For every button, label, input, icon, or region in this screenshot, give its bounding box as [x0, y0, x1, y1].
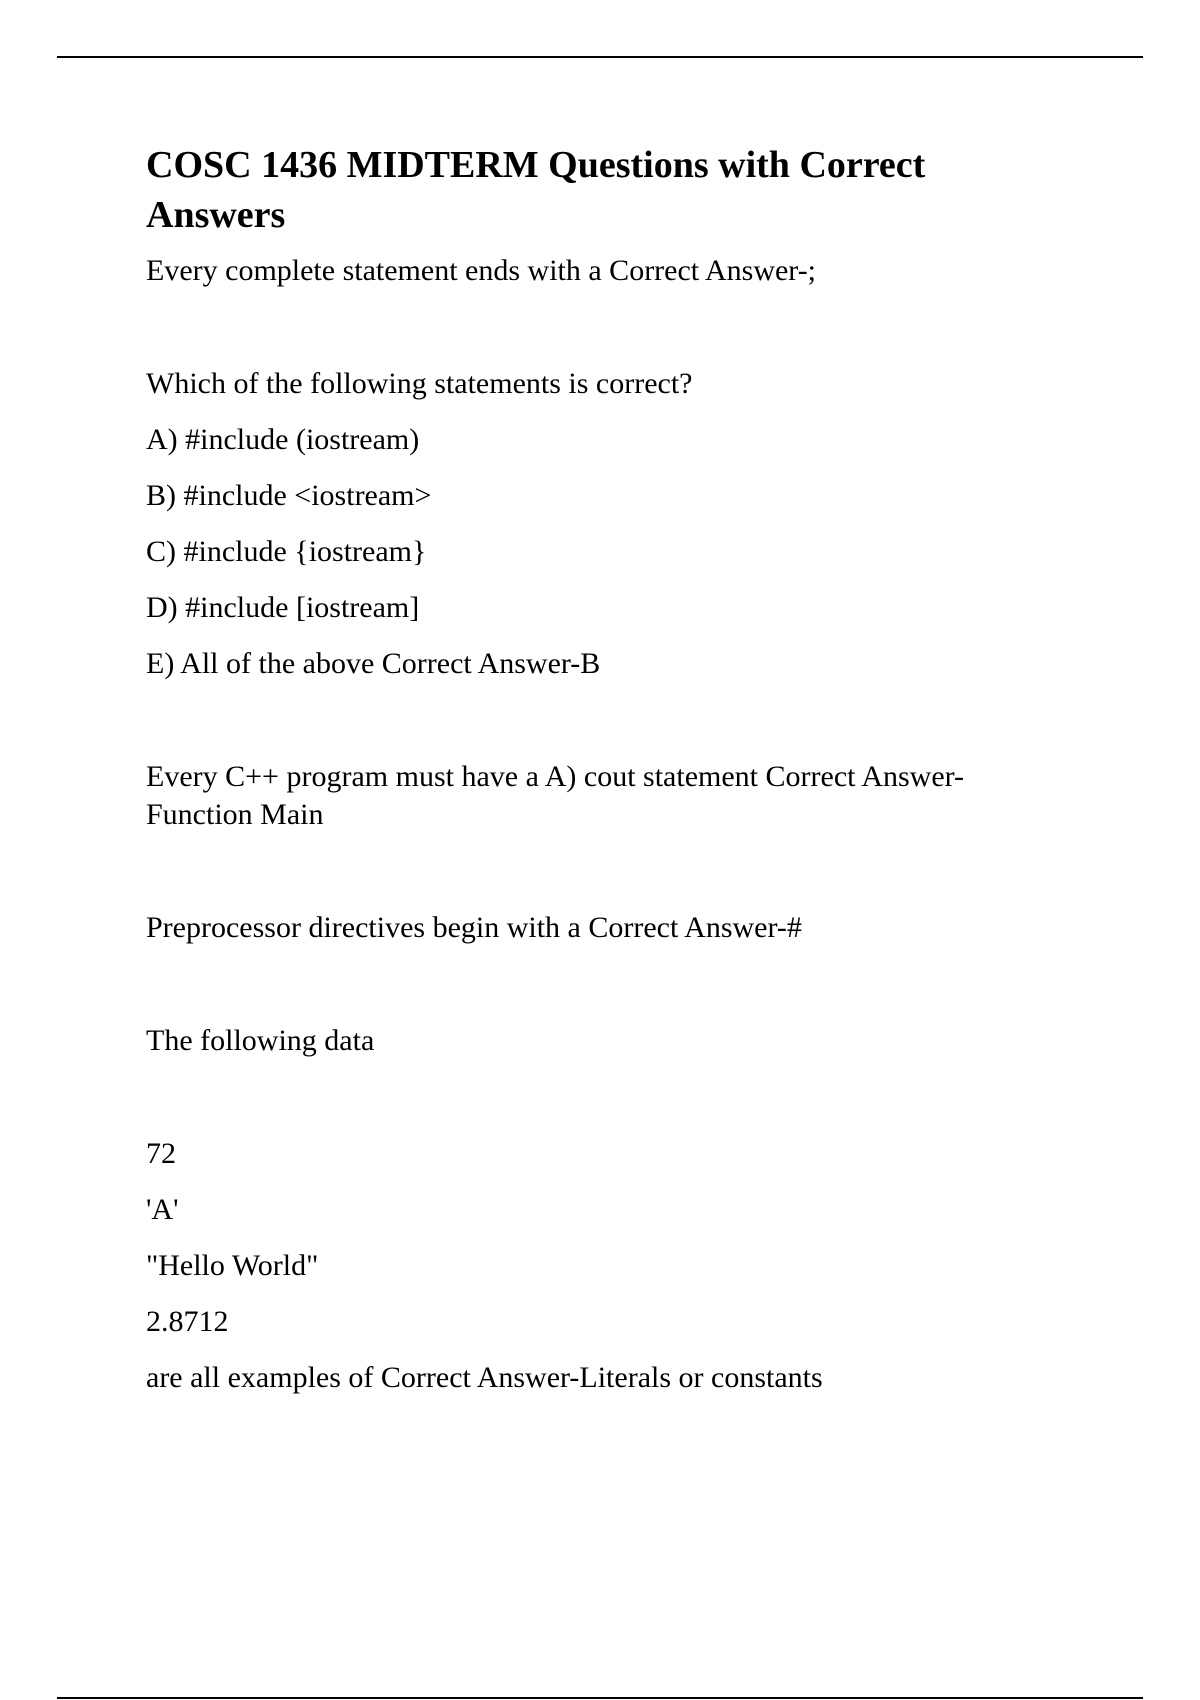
literal-item: 'A' [146, 1193, 179, 1226]
option-a: A) #include (iostream) [146, 423, 420, 456]
question-main-line2: Function Main [146, 798, 324, 831]
question-preprocessor: Preprocessor directives begin with a Correct Answer-# [146, 911, 802, 944]
question-statement-end: Every complete statement ends with a Correct Answer-; [146, 254, 817, 287]
question-main-line1: Every C++ program must have a A) cout statement Correct Answer- [146, 760, 965, 793]
literals-answer: are all examples of Correct Answer-Literals or constants [146, 1361, 823, 1394]
page-title: COSC 1436 MIDTERM Questions with Correct Answers [146, 144, 926, 236]
literal-item: 72 [146, 1137, 176, 1170]
option-c: C) #include {iostream} [146, 535, 427, 568]
question-literals-intro: The following data [146, 1024, 375, 1057]
option-e-answer: E) All of the above Correct Answer-B [146, 647, 601, 680]
option-d: D) #include [iostream] [146, 591, 420, 624]
top-rule [57, 56, 1143, 58]
document-body [146, 140, 1066, 1397]
question-include: Which of the following statements is correct? [146, 367, 693, 400]
option-b: B) #include <iostream> [146, 479, 432, 512]
literal-item: "Hello World" [146, 1249, 319, 1282]
bottom-rule [57, 1697, 1143, 1699]
literal-item: 2.8712 [146, 1305, 229, 1338]
